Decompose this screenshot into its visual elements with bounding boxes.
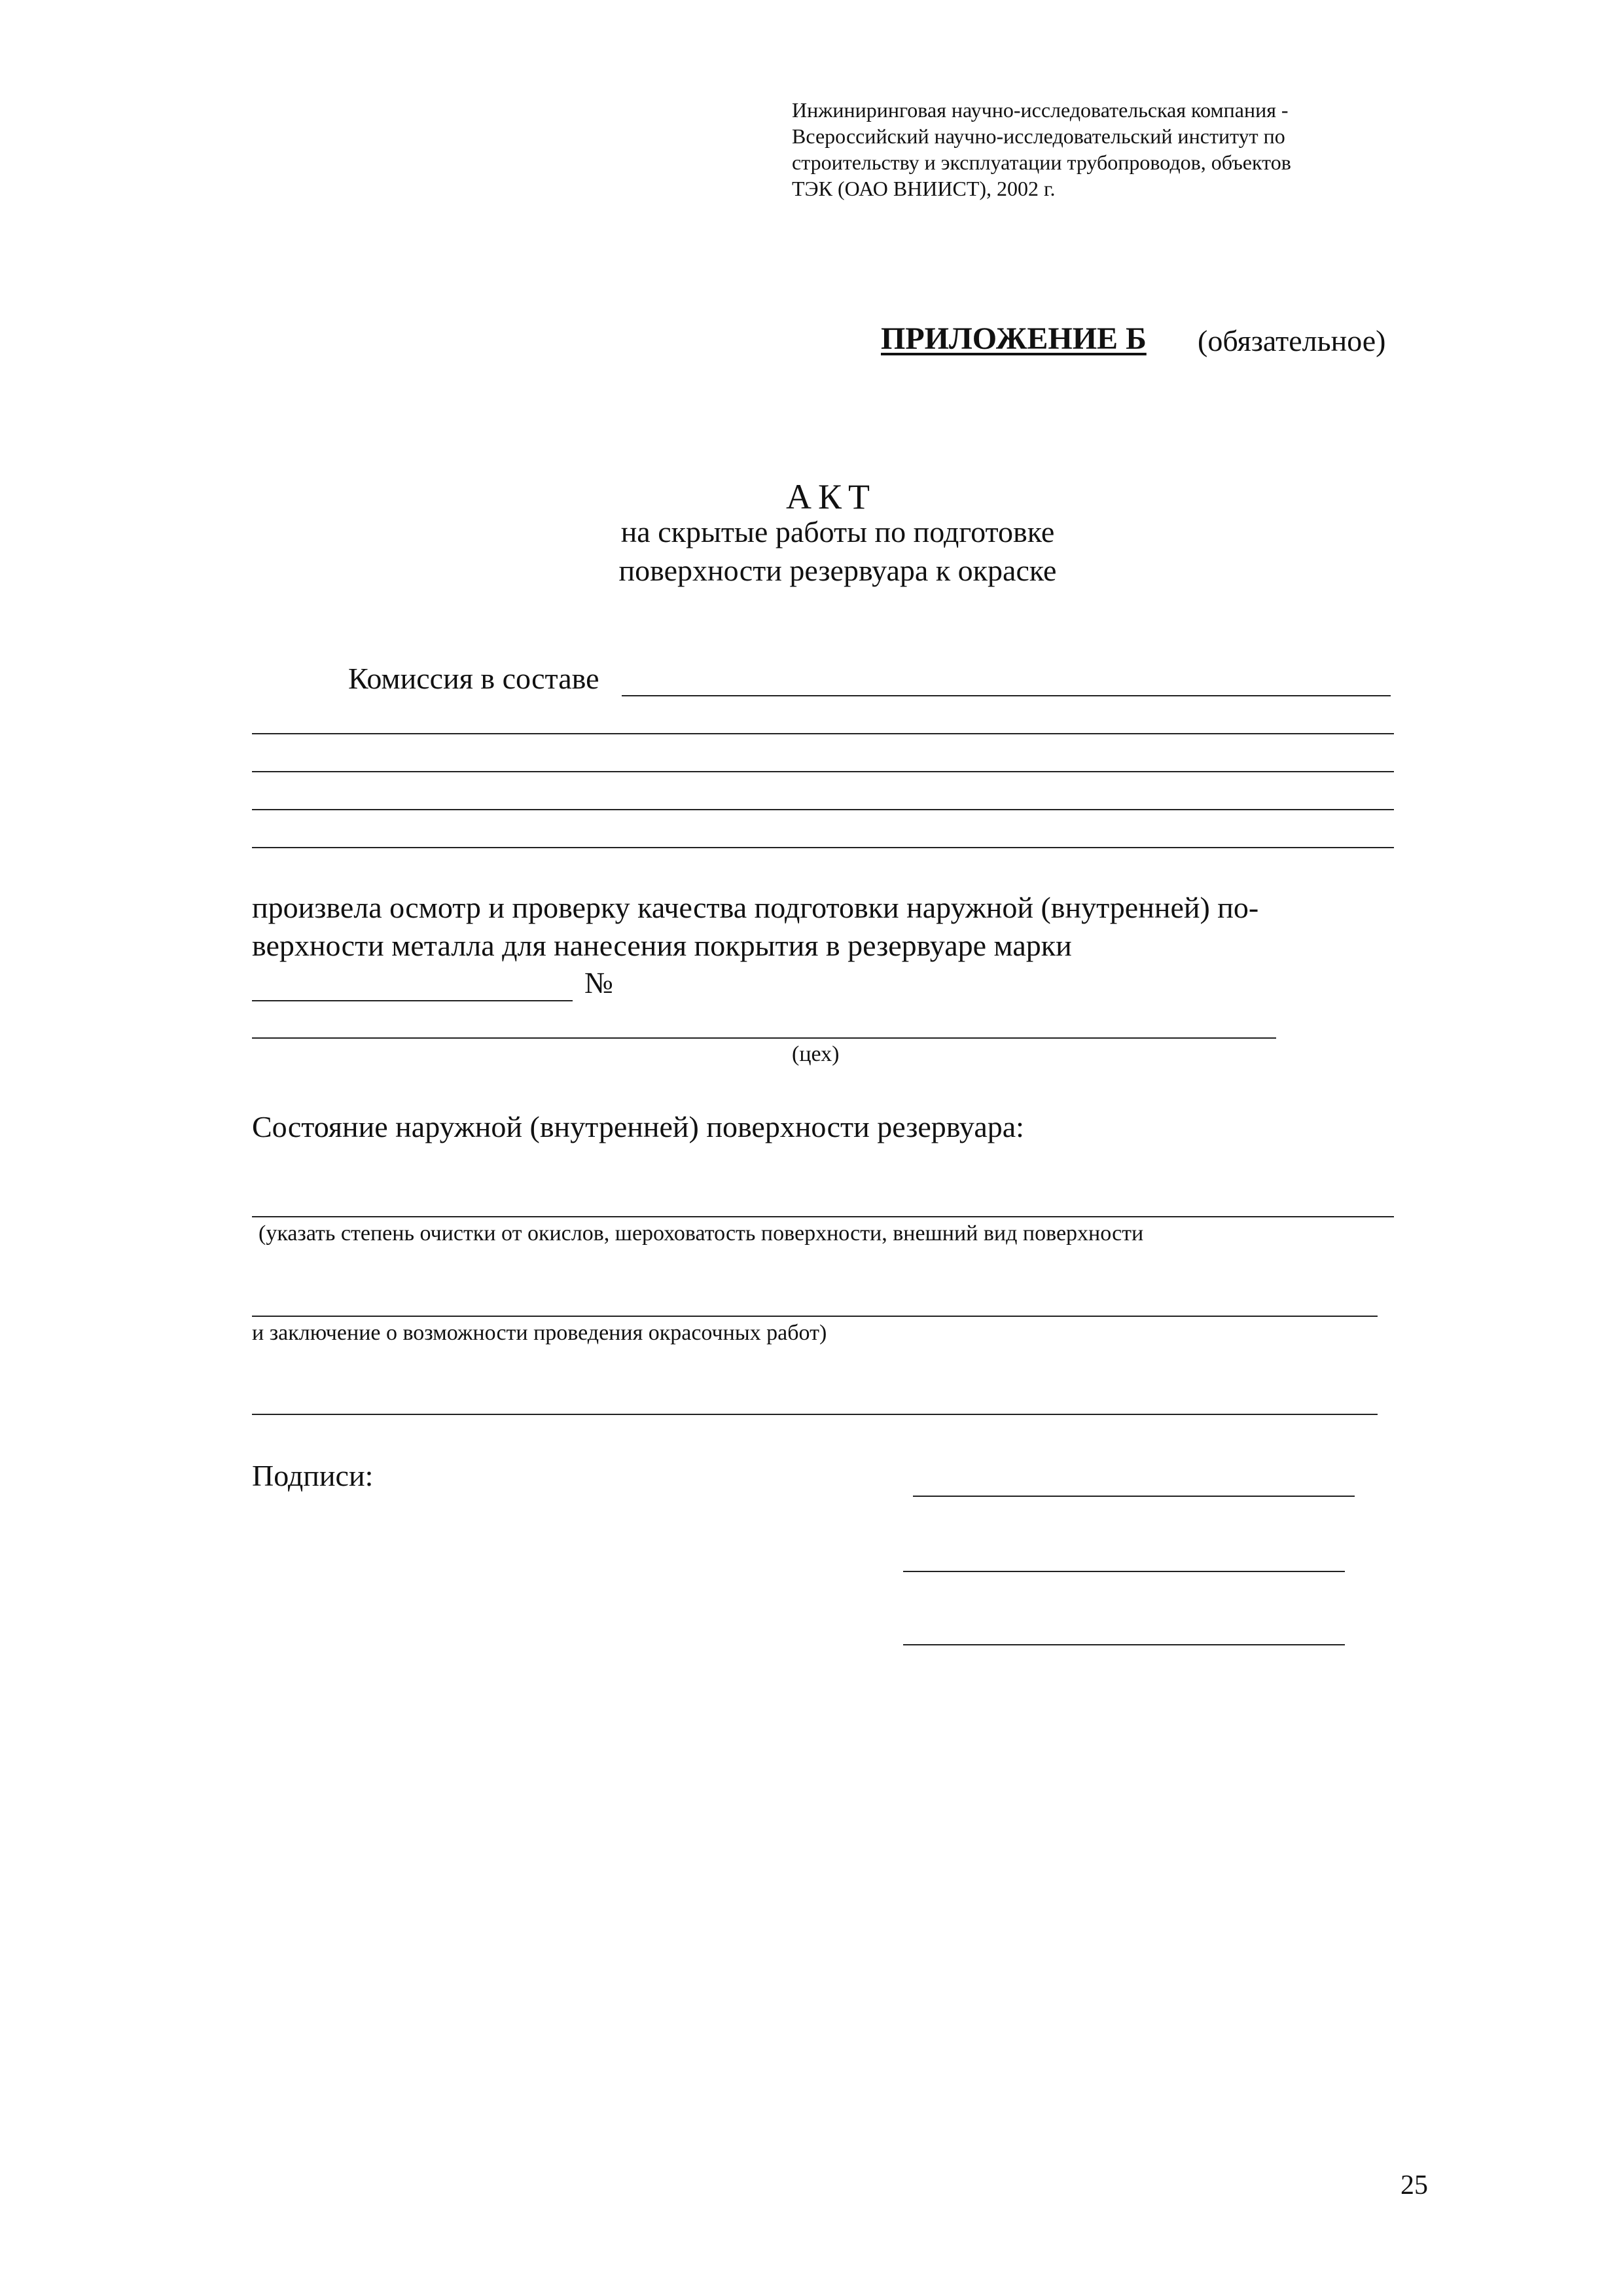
page-number: 25 (1400, 2170, 1428, 2200)
condition-field-line[interactable] (252, 1216, 1394, 1217)
condition-hint-1: (указать степень очистки от окислов, шероховатость поверхности, внешний вид поверхности (259, 1221, 1144, 1246)
header-line-2: Всероссийский научно-исследовательский институт по (792, 124, 1285, 148)
appendix-kind: (обязательное) (1198, 324, 1386, 357)
inspection-text-line-1: произвела осмотр и проверку качества подготовки наружной (внутренней) по- (252, 891, 1259, 924)
commission-field-line[interactable] (252, 771, 1394, 772)
signatures-label: Подписи: (252, 1459, 374, 1492)
workshop-caption: (цех) (792, 1042, 840, 1066)
condition-hint-2: и заключение о возможности проведения окрасочных работ) (252, 1321, 827, 1345)
commission-field-line[interactable] (622, 695, 1391, 696)
number-sign: № (584, 966, 613, 999)
header-line-3: строительству и эксплуатации трубопроводов, объектов (792, 151, 1291, 174)
act-subtitle-line-2: поверхности резервуара к окраске (618, 554, 1057, 587)
conclusion-field-line[interactable] (252, 1414, 1378, 1415)
signature-line[interactable] (903, 1571, 1345, 1572)
condition-field-line[interactable] (252, 1316, 1378, 1317)
commission-label: Комиссия в составе (348, 662, 599, 695)
commission-field-line[interactable] (252, 809, 1394, 810)
header-line-4: ТЭК (ОАО ВНИИСТ), 2002 г. (792, 177, 1056, 200)
commission-field-line[interactable] (252, 847, 1394, 848)
header-line-1: Инжиниринговая научно-исследовательская компания - (792, 98, 1289, 122)
signature-line[interactable] (913, 1496, 1355, 1497)
tank-grade-field-line[interactable] (252, 1000, 573, 1001)
commission-field-line[interactable] (252, 733, 1394, 734)
act-title: АКТ (786, 477, 876, 516)
appendix-title: ПРИЛОЖЕНИЕ Б (881, 321, 1147, 356)
act-subtitle-line-1: на скрытые работы по подготовке (620, 515, 1055, 548)
condition-label: Состояние наружной (внутренней) поверхности резервуара: (252, 1110, 1024, 1143)
publisher-header (792, 97, 1446, 202)
signature-line[interactable] (903, 1644, 1345, 1645)
workshop-field-line[interactable] (252, 1037, 1276, 1039)
inspection-text-line-2: верхности металла для нанесения покрытия в резервуаре марки (252, 929, 1072, 962)
